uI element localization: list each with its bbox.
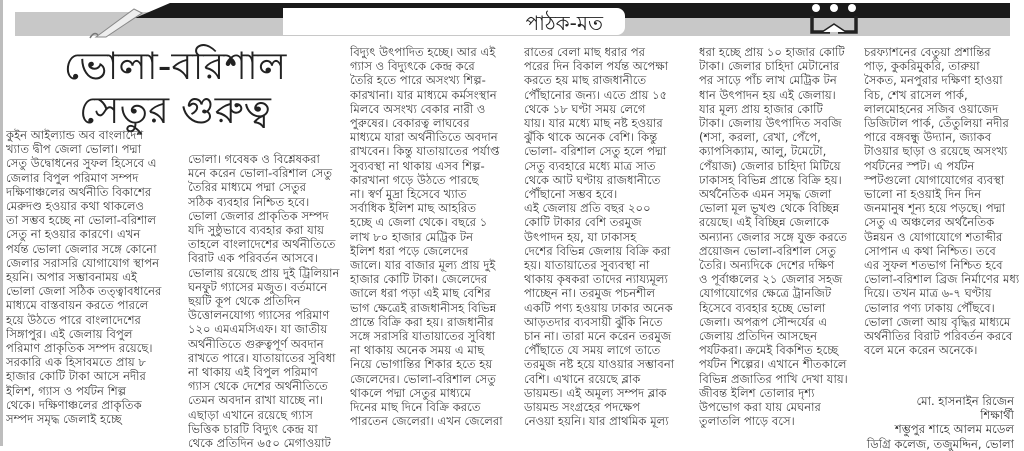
text-line: রাতের বেলা মাছ ধরার পর — [524, 45, 646, 59]
text-line: ভোলার পণ্য ঢাকায় পৌঁছবে। — [864, 300, 995, 315]
text-line: পুরুষের। বেকারত্ব লাঘবের — [350, 116, 470, 131]
text-line: সুব্যবস্থা না থাকায় এসব শিল্প- — [350, 158, 485, 173]
text-line: ঢাকাসহ বিভিন্ন প্রান্তে বিক্রি হয়। — [699, 172, 842, 187]
text-line: থেকে আট ঘণ্টায় রাজধানীতে — [524, 172, 661, 187]
text-line: উপভোগ করা যায় মেঘনার — [699, 400, 821, 415]
text-line: রাখতে পারে। যাতায়াতের সুবিধা — [188, 350, 336, 365]
text-line: বলে মনে করেন অনেকে। — [864, 343, 978, 358]
text-line: উৎপাদন হয়, যা ঢাকাসহ — [524, 229, 637, 244]
text-line: ভিত্তিক চারটি বিদ্যুৎ কেন্দ্র যা — [188, 421, 318, 436]
text-line: সেতু ব্যবহারে মধ্যে মাত্র সাত — [524, 158, 656, 173]
text-line: ঘনফুট গ্যাসের মজুত। বর্তমানে — [188, 279, 328, 294]
text-line: হচ্ছে এ জেলা থেকে। বছরে ১ — [350, 215, 488, 230]
text-line: সৈকত, মনপুরার দক্ষিণা হাওয়া — [864, 73, 1003, 88]
text-line: অর্থনৈতিক এমন সমৃদ্ধ জেলা — [699, 187, 832, 202]
text-line: জনমানুষ শূন্য হয়ে পড়ছে। পদ্মা — [864, 201, 1006, 216]
text-line: (শসা, করলা, রেখা, পেঁপে, — [699, 130, 821, 145]
text-line: এই জেলায় প্রতি বছর ২০০ — [524, 201, 651, 216]
article-column — [864, 45, 1019, 357]
text-line: জেলেদের। ভোলা-বরিশাল সেতু — [350, 371, 496, 386]
text-line: গ্যাস ও বিদ্যুৎকে কেন্দ্র করে — [350, 59, 475, 74]
text-line: খ্যাত দ্বীপ জেলা ভোলা। পদ্মা — [6, 142, 142, 157]
text-line: ঝুঁকি থাকে অনেক বেশি। কিন্তু — [524, 130, 658, 145]
text-line: পর্যটকরা। ক্রমেই বিকশিত হচ্ছে — [699, 343, 839, 358]
author-institution: শম্ভুপুর শাহে আলম মডেল — [894, 422, 1014, 437]
text-line: ভাগ ক্ষেত্রেই রাজধানীসহ বিভিন্ন — [350, 300, 497, 315]
text-line: সঙ্গে সরাসরি যাতায়াতের সুবিধা — [350, 329, 496, 344]
text-line: ধান উৎপাদন হয় এই জেলায়। — [699, 87, 836, 102]
text-line: টাকা। জেলার চাহিদা মেটানোর — [699, 59, 840, 74]
text-line: কুইন আইল্যান্ড অব বাংলাদেশ — [6, 128, 144, 142]
text-line: প্রান্তে বিক্রি করা হয়। রাজধানীর — [350, 314, 494, 329]
text-line: নেওয়া হয়নি। যার প্রাথমিক মূল্য — [524, 414, 669, 429]
text-line: মিলবে অসংখ্য বেকার নারী ও — [350, 101, 486, 116]
text-line: লালমোহনের সজিব ওয়াজেদ — [864, 101, 999, 116]
text-line: গ্যাস থেকে দেশের অর্থনীতিতে — [188, 379, 328, 394]
readers-icon — [808, 2, 860, 36]
text-line: ছয়টি কূপ থেকে প্রতিদিন — [188, 294, 301, 309]
article-title-line: সেতুর গুরুত্ব — [79, 88, 271, 132]
text-line: তৈরি হতে পারে অসংখ্য শিল্প- — [350, 73, 486, 88]
text-line: চান না। তারা মনে করেন তরমুজ — [524, 329, 672, 344]
text-line: আড়তদার ব্যবসায়ী ঝুঁকি নিতে — [524, 314, 663, 329]
text-line: জেলার বিপুল পরিমাণ সম্পদ — [6, 170, 139, 185]
text-line: বিদ্যুৎ উৎপাদিত হচ্ছে। আর এই — [350, 45, 496, 59]
text-line: ধরা হচ্ছে প্রায় ১০ হাজার কোটি — [699, 45, 845, 59]
text-line: জেলা। অপরূপ সৌন্দর্যের এ — [699, 314, 828, 329]
text-line: ও পূর্বাঞ্চলের ২১ জেলার সহজ — [699, 272, 843, 287]
text-line: বেশি। এখানে রয়েছে ব্লাক — [524, 371, 641, 386]
text-line: বিচ, শেখ রাসেল পার্ক, — [864, 87, 968, 102]
text-line: ডায়মন্ড। এই অমূল্য সম্পদ ব্লাক — [524, 385, 667, 400]
article-column — [188, 152, 350, 450]
text-line: তেমন অবদান রাখা যাচ্ছে না। — [188, 393, 324, 408]
text-line: কারখানা গড়ে উঠতে পারছে — [350, 172, 479, 187]
text-line: পর সাড়ে পাঁচ লাখ মেট্রিক টন — [699, 73, 837, 88]
author-name: মো. হাসনাইন রিজেন — [916, 394, 1014, 408]
text-line: তৈরির মাধ্যমে পদ্মা সেতুর — [188, 180, 307, 195]
text-line: তুলাতলি পাড়ে বসে। — [699, 414, 795, 429]
text-line: পাচ্ছেন না। তরমুজ পচনশীল — [524, 286, 656, 301]
text-line: একটি পণ্য হওয়ায় ঢাকার অনেক — [524, 300, 673, 315]
text-line: পৌঁছানো সম্ভব হবে। — [524, 187, 618, 202]
text-line: থেকে। দক্ষিণাঞ্চলের প্রাকৃতিক — [6, 397, 142, 412]
text-line: রাখবেন। কিন্তু যাতায়াতের পর্যাপ্ত — [350, 144, 500, 159]
text-line: হয়। যাতায়াতের সুব্যবস্থা না — [524, 258, 650, 273]
text-line: থেকে ১৮ ঘণ্টা সময় লেগে — [524, 101, 646, 116]
text-line: সেতু এ অঞ্চলের অর্থনৈতিক — [864, 215, 995, 230]
text-line: জালে। যার বাজার মূল্য প্রায় দুই — [350, 258, 496, 273]
text-line: না থাকায় এই বিপুল পরিমাণ — [188, 365, 318, 380]
text-line: দেশের বিভিন্ন জেলায় বিক্রি করা — [524, 243, 671, 258]
text-line: জালে ধরা পড়া এই মাছ বেশির — [350, 286, 491, 301]
text-line: হয়ে উঠতে পারে বাংলাদেশের — [6, 312, 141, 327]
text-line: রয়েছে। এই বিচ্ছিন্ন জেলাকে — [699, 215, 830, 230]
author-institution: ডিগ্রি কলেজ, তজুমদ্দিন, ভোলা — [866, 436, 1014, 451]
text-line: থাকলে পদ্মা সেতুর মাধ্যমে — [350, 385, 471, 400]
text-line: এছাড়া এখানে রয়েছে গ্যাস — [188, 407, 313, 422]
section-tab — [283, 8, 625, 35]
text-line: তাহলে বাংলাদেশের অর্থনীতিতে — [188, 237, 336, 252]
text-line: ভালো না হওয়াই দিন দিন — [864, 187, 982, 202]
section-title: পাঠক-মত — [525, 11, 603, 35]
text-line: পর্যটন শিল্পের। এখানে শীতকালে — [699, 357, 847, 372]
text-line: হাজার কোটি টাকা আসে নদীর — [6, 369, 146, 384]
left-border — [0, 0, 3, 446]
text-line: প্রয়োজন ভোলা-বরিশাল সেতু — [699, 243, 837, 258]
text-line: তরমুজ নষ্ট হয়ে যাওয়ার সম্ভাবনা — [524, 357, 675, 372]
text-line: তৈরি। অন্যদিকে দেশের দক্ষিণ — [699, 258, 835, 273]
text-line: চরফ্যাশনের বেতুয়া প্রশান্তির — [864, 45, 991, 59]
text-line: পর্যটনের স্পট। এ পর্যটন — [864, 158, 975, 173]
text-line: ভোলা। গবেষক ও বিশ্লেষকরা — [188, 152, 320, 166]
text-line: যোগাযোগের ক্ষেত্রে ট্রানজিট — [699, 286, 832, 301]
text-line: হিসেবে ব্যবহার হচ্ছে ভোলা — [699, 300, 826, 315]
text-line: মাধ্যমে বাস্তবায়ন করতে পারলে — [6, 298, 149, 313]
text-line: সরকারি এক হিসাবমতে প্রায় ৮ — [6, 355, 146, 370]
text-line: অর্থনীতির বিরাট পরিবর্তন করবে — [864, 329, 1013, 344]
text-line: ১২০ এমএমসিএফ। যা জাতীয় — [188, 322, 328, 337]
article-column — [350, 45, 518, 428]
text-line: না। স্বর্ণ মুদ্রা হিসেবে খ্যাত — [350, 187, 467, 202]
text-line: থেকে প্রতিদিন ৬৫০ মেগাওয়াট — [188, 436, 331, 451]
text-line: টাওয়ার ছাড়া ও রয়েছে অসংখ্য — [864, 144, 1008, 159]
text-line: সেতু না হওয়ার কারণে। এখন — [6, 227, 141, 242]
text-line: স্পটগুলো যোগাযোগের ব্যবস্থা — [864, 172, 1005, 187]
text-line: পারে বঙ্গবন্ধু উদ্যান, জ্যাকব — [864, 130, 992, 145]
text-line: তা সম্ভব হচ্ছে না ভোলা-বরিশাল — [6, 213, 156, 228]
text-line: সিঙ্গাপুর। এই জেলায় বিপুল — [6, 326, 133, 341]
text-line: নিয়ে ভোগান্তির শিকার হতে হয় — [350, 357, 493, 372]
text-line: ক্যাপসিক্যাম, আলু, টমেটো, — [699, 144, 827, 159]
article-title-line: ভোলা-বরিশাল — [63, 44, 287, 88]
text-line: পৌঁছানোর জন্য। এতে প্রায় ১৫ — [524, 87, 668, 102]
text-line: যায়। যার মধ্যে মাছ নষ্ট হওয়ার — [524, 116, 663, 131]
article-title — [5, 44, 345, 132]
text-line: ভোলা জেলা সঠিক তত্ত্বাবধানের — [6, 284, 162, 299]
text-line: পারতেন জেলেরা। এখন জেলেরা — [350, 414, 503, 429]
text-line: মনে করেন ভোলা-বরিশাল সেতু — [188, 166, 333, 181]
text-line: করতে হয় মাছ রাজধানীতে — [524, 73, 647, 88]
text-line: ইলিশ, গ্যাস ও পর্যটন শিল্প — [6, 383, 127, 398]
text-line: সঠিক ব্যবহার নিশ্চিত হবে। — [188, 194, 310, 209]
text-line: পরের দিন বিকাল পর্যন্ত অপেক্ষা — [524, 59, 669, 74]
text-line: ভোলা জেলা আয় বৃদ্ধির মাধ্যমে — [864, 314, 1011, 329]
author-signature — [867, 394, 1014, 451]
article-column — [699, 45, 865, 428]
text-line: লাখ ৮০ হাজার মেট্রিক টন — [350, 229, 474, 244]
text-line: ডায়মন্ড সংগ্রহের পদক্ষেপ — [524, 400, 641, 415]
text-line: অর্থনীতিতে গুরুত্বপূর্ণ অবদান — [188, 336, 324, 351]
text-line: টাকা। জেলায় উৎপাদিত সবজি — [699, 116, 842, 131]
text-line: ভোলা- বরিশাল সেতু হলে পদ্মা — [524, 144, 667, 159]
text-line: পৌঁছাতে যে সময় লাগে তাতে — [524, 343, 661, 358]
text-line: অন্যান্য জেলার সঙ্গে যুক্ত করতে — [699, 229, 847, 244]
text-line: জেলার সরাসরি যোগাযোগ স্থাপন — [6, 255, 160, 270]
text-line: বিরাট এক পরিবর্তন আসবে। — [188, 251, 318, 266]
text-line: পর্যন্ত ভোলা জেলার সঙ্গে কোনো — [6, 241, 157, 256]
text-line: পাড়, কুকরিমুকরি, তারুয়া — [864, 59, 980, 74]
text-line: ডিজিটাল পার্ক, তেঁতুলিয়া নদীর — [864, 116, 1009, 131]
text-line: পেঁয়াজ) জেলার চাহিদা মিটিয়ে — [699, 158, 841, 173]
text-line: থাকায় কৃষকরা তাদের ন্যায্যমূল্য — [524, 272, 668, 287]
text-line: হয়নি। অপার সম্ভাবনাময় এই — [6, 270, 138, 285]
text-line: ভোলা-বরিশাল ব্রিজ নির্মাণের মধ্য — [864, 272, 1019, 287]
text-line: ভোলা জেলার প্রাকৃতিক সম্পদ — [188, 208, 329, 223]
text-line: কারখানা। যার মাধ্যমে কর্মসংস্থান — [350, 87, 497, 102]
text-line: সোপান এ কথা নিশ্চিত। তবে — [864, 243, 996, 258]
text-line: উত্তোলনযোগ্য গ্যাসের পরিমাণ — [188, 308, 330, 323]
text-line: জীবন্ত ইলিশ তোলার দৃশ্য — [699, 385, 815, 400]
article-column — [6, 128, 182, 426]
text-line: কোটি টাকার বেশি তরমুজ — [524, 215, 642, 230]
text-line: হাজার কোটি টাকা। জেলেদের — [350, 272, 488, 287]
text-line: সেতু উদ্বোধনের সুফল হিসেবে এ — [6, 156, 157, 171]
text-line: যদি সুষ্ঠুভাবে ব্যবহার করা যায় — [188, 223, 324, 238]
text-line: জেলায় প্রতিদিন আসছেন — [699, 329, 818, 344]
text-line: মাধ্যমে যারা অর্থনীতিতে অবদান — [350, 130, 498, 145]
pen-icon — [88, 5, 148, 39]
text-line: এর সুফল শতভাগ নিশ্চিত হবে — [864, 258, 1003, 273]
text-line: ভোলায় রয়েছে প্রায় দুই ট্রিলিয়ান — [188, 265, 340, 280]
text-line: ভোলা মূল ভূখণ্ড থেকে বিচ্ছিন্ন — [699, 201, 840, 216]
text-line: যার মূল্য প্রায় হাজার কোটি — [699, 101, 823, 116]
text-line: দিয়ে। তখন মাত্র ৬-৭ ঘণ্টায় — [864, 286, 992, 301]
article-column — [524, 45, 692, 428]
text-line: দক্ষিণাঞ্চলের অর্থনীতি বিকাশের — [6, 184, 152, 199]
text-line: মেরুদণ্ড হওয়ার কথা থাকলেও — [6, 199, 144, 214]
text-line: না থাকায় অনেক সময় এ মাছ — [350, 343, 485, 358]
author-role: শিক্ষার্থী — [980, 408, 1014, 423]
text-line: বিভিন্ন প্রজাতির পাখি দেখা যায়। — [699, 371, 848, 386]
text-line: সম্পদ সমৃদ্ধ জেলাই হচ্ছে — [6, 412, 122, 427]
text-line: পরিমাণ প্রাকৃতিক সম্পদ রয়েছে। — [6, 341, 153, 356]
text-line: উন্নয়ন ও যোগাযোগে শতাব্দীর — [864, 229, 1003, 244]
text-line: সর্বাধিক ইলিশ মাছ আহরিত — [350, 201, 477, 216]
text-line: ইলিশ ধরা পড়ে জেলেদের — [350, 243, 469, 258]
text-line: দিনের মাছ দিনে বিক্রি করতে — [350, 400, 481, 415]
